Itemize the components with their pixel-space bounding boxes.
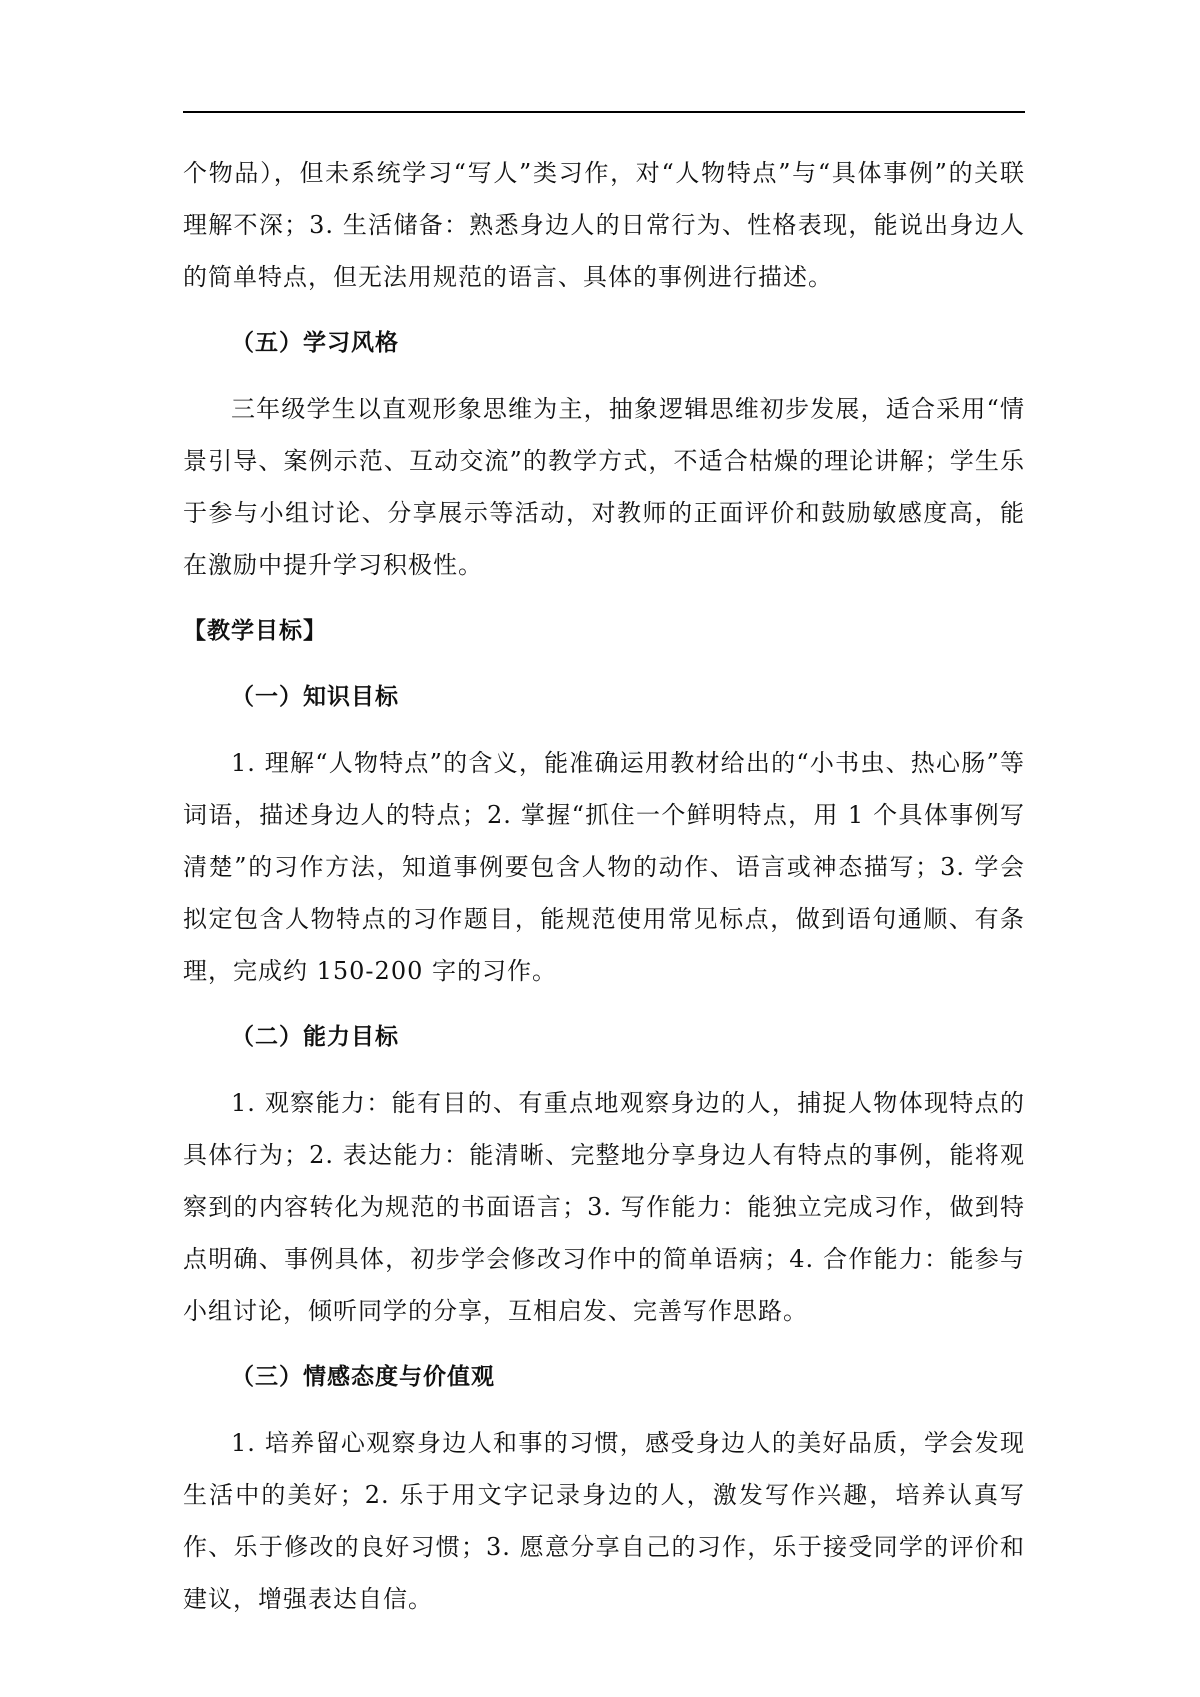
paragraph-ability-goals: 1. 观察能力：能有目的、有重点地观察身边的人，捕捉人物体现特点的具体行为；2. 表达能力：能清晰、完整地分享身边人有特点的事例，能将观察到的内容转化为规范的书面语言；3. 写作能力：能独立完成习作，做到特点明确、事例具体，初步学会修改习作中的简单语病；4. 合作能力：能参与小组讨论，倾听同学的分享，互相启发、完善写作思路。 (183, 1089, 1025, 1325)
paragraph-emotion-values: 1. 培养留心观察身边人和事的习惯，感受身边人的美好品质，学会发现生活中的美好；2. 乐于用文字记录身边的人，激发写作兴趣，培养认真写作、乐于修改的良好习惯；3. 愿意分享自己的习作，乐于接受同学的评价和建议，增强表达自信。 (183, 1429, 1025, 1613)
heading-emotion-values: （三）情感态度与价值观 (231, 1364, 495, 1390)
heading-knowledge-goals: （一）知识目标 (231, 684, 399, 710)
heading-learning-style: （五）学习风格 (231, 330, 399, 356)
heading-ability-goals: （二）能力目标 (231, 1024, 399, 1050)
paragraph-learning-style: 三年级学生以直观形象思维为主，抽象逻辑思维初步发展，适合采用“情景引导、案例示范、互动交流”的教学方式，不适合枯燥的理论讲解；学生乐于参与小组讨论、分享展示等活动，对教师的正面评价和鼓励敏感度高，能在激励中提升学习积极性。 (183, 395, 1025, 579)
heading-teaching-goals: 【教学目标】 (183, 618, 327, 644)
document-body (183, 147, 1025, 1625)
paragraph-prior-knowledge-continued: 个物品），但未系统学习“写人”类习作，对“人物特点”与“具体事例”的关联理解不深；3. 生活储备：熟悉身边人的日常行为、性格表现，能说出身边人的简单特点，但无法用规范的语言、具体的事例进行描述。 (183, 159, 1025, 291)
header-rule (183, 111, 1025, 113)
paragraph-knowledge-goals: 1. 理解“人物特点”的含义，能准确运用教材给出的“小书虫、热心肠”等词语，描述身边人的特点；2. 掌握“抓住一个鲜明特点，用 1 个具体事例写清楚”的习作方法，知道事例要包含人物的动作、语言或神态描写；3. 学会拟定包含人物特点的习作题目，能规范使用常见标点，做到语句通顺、有条理，完成约 150-200 字的习作。 (183, 749, 1025, 985)
